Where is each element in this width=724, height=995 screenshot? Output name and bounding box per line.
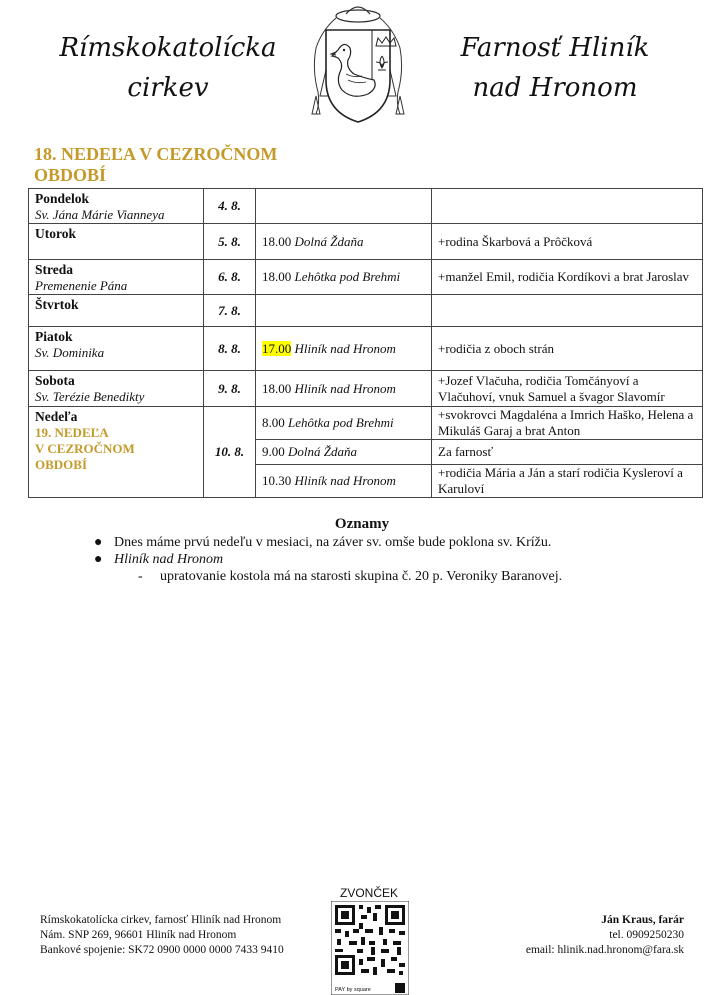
date-cell: 10. 8. [204, 407, 256, 498]
time-cell: 17.00 Hliník nad Hronom [256, 327, 432, 371]
date-cell: 4. 8. [204, 189, 256, 224]
dash-icon: - [138, 569, 143, 584]
time-cell: 10.30 Hliník nad Hronom [256, 465, 432, 498]
intention-cell [432, 295, 703, 327]
parish-coat-of-arms-icon [302, 0, 414, 126]
date-cell: 6. 8. [204, 260, 256, 295]
header-left-line2: cirkev [127, 73, 209, 103]
time-cell: 8.00 Lehôtka pod Brehmi [256, 407, 432, 440]
date-cell: 8. 8. [204, 327, 256, 371]
intention-cell: +manžel Emil, rodičia Kordíkovi a brat Jaroslav [432, 260, 703, 295]
intention-cell: +rodičia Mária a Ján a starí rodičia Kysleroví a Karuloví [432, 465, 703, 498]
day-cell: Sobota Sv. Terézie Benedikty [29, 371, 204, 407]
header-right-line1: Farnosť Hliník [460, 33, 650, 63]
next-sunday-note: 19. NEDEĽA V CEZROČNOM OBDOBÍ [35, 425, 135, 472]
header-right [455, 28, 655, 108]
table-row [29, 371, 703, 407]
qr-code-icon[interactable] [331, 901, 409, 995]
header-left-line1: Rímskokatolícka [59, 33, 277, 63]
table-row [29, 189, 703, 224]
bullet-icon: ● [94, 535, 103, 550]
intention-cell: +rodina Škarbová a Prôčková [432, 224, 703, 260]
list-item: ● Hliník nad Hronom - upratovanie kostola má na starosti skupina č. 20 p. Veroniky Baranovej. [94, 552, 563, 584]
pastor-name: Ján Kraus, farár [601, 914, 684, 926]
pastor-phone: tel. 0909250230 [609, 929, 684, 941]
day-cell: Štvrtok [29, 295, 204, 327]
date-cell: 9. 8. [204, 371, 256, 407]
table-row [29, 260, 703, 295]
table-row [29, 224, 703, 260]
intention-cell: +Jozef Vlačuha, rodičia Tomčányoví a Vlačuhoví, vnuk Samuel a švagor Slavomír [432, 371, 703, 407]
announcements-title: Oznamy [334, 516, 390, 532]
date-cell: 7. 8. [204, 295, 256, 327]
day-cell: Piatok Sv. Dominika [29, 327, 204, 371]
zvoncek-label: ZVONČEK [339, 886, 398, 900]
table-row [29, 327, 703, 371]
day-cell: Streda Premenenie Pána [29, 260, 204, 295]
sub-list-item: - upratovanie kostola má na starosti skupina č. 20 p. Veroniky Baranovej. [138, 569, 563, 584]
time-cell: 18.00 Dolná Ždaňa [256, 224, 432, 260]
qr-caption: PAY by square [335, 987, 371, 993]
table-row [29, 407, 703, 440]
day-cell: Nedeľa 19. NEDEĽA V CEZROČNOM OBDOBÍ [29, 407, 204, 498]
day-cell: Pondelok Sv. Jána Márie Vianneya [29, 189, 204, 224]
intention-cell: Za farnosť [432, 440, 703, 465]
day-cell: Utorok [29, 224, 204, 260]
mass-schedule-table [28, 188, 703, 498]
pastor-email[interactable]: email: hlinik.nad.hronom@fara.sk [525, 944, 684, 956]
header-right-line2: nad Hronom [472, 73, 638, 103]
date-cell: 5. 8. [204, 224, 256, 260]
time-cell [256, 295, 432, 327]
time-cell: 18.00 Lehôtka pod Brehmi [256, 260, 432, 295]
footer-address: Rímskokatolícka cirkev, farnosť Hliník nad Hronom Nám. SNP 269, 96601 Hliník nad Hronom Bankové spojenie: SK72 0900 0000 0000 7433 9410 [40, 914, 284, 956]
bullet-icon: ● [94, 552, 103, 567]
table-row [29, 295, 703, 327]
footer-contact [526, 913, 684, 958]
sunday-title-line1: 18. NEDEĽA V CEZROČNOM [34, 144, 278, 164]
time-cell: 18.00 Hliník nad Hronom [256, 371, 432, 407]
announcements-list [94, 534, 562, 585]
highlighted-time: 17.00 [262, 340, 292, 356]
sunday-title [34, 144, 334, 186]
intention-cell [432, 189, 703, 224]
header-left [58, 28, 278, 108]
list-item: ● Dnes máme prvú nedeľu v mesiaci, na záver sv. omše bude poklona sv. Krížu. [94, 535, 552, 550]
intention-cell: +rodičia z oboch strán [432, 327, 703, 371]
intention-cell: +svokrovci Magdaléna a Imrich Haško, Helena a Mikuláš Garaj a brat Anton [432, 407, 703, 440]
time-cell [256, 189, 432, 224]
sub-list [114, 568, 562, 585]
sunday-title-line2: OBDOBÍ [34, 165, 107, 185]
time-cell: 9.00 Dolná Ždaňa [256, 440, 432, 465]
